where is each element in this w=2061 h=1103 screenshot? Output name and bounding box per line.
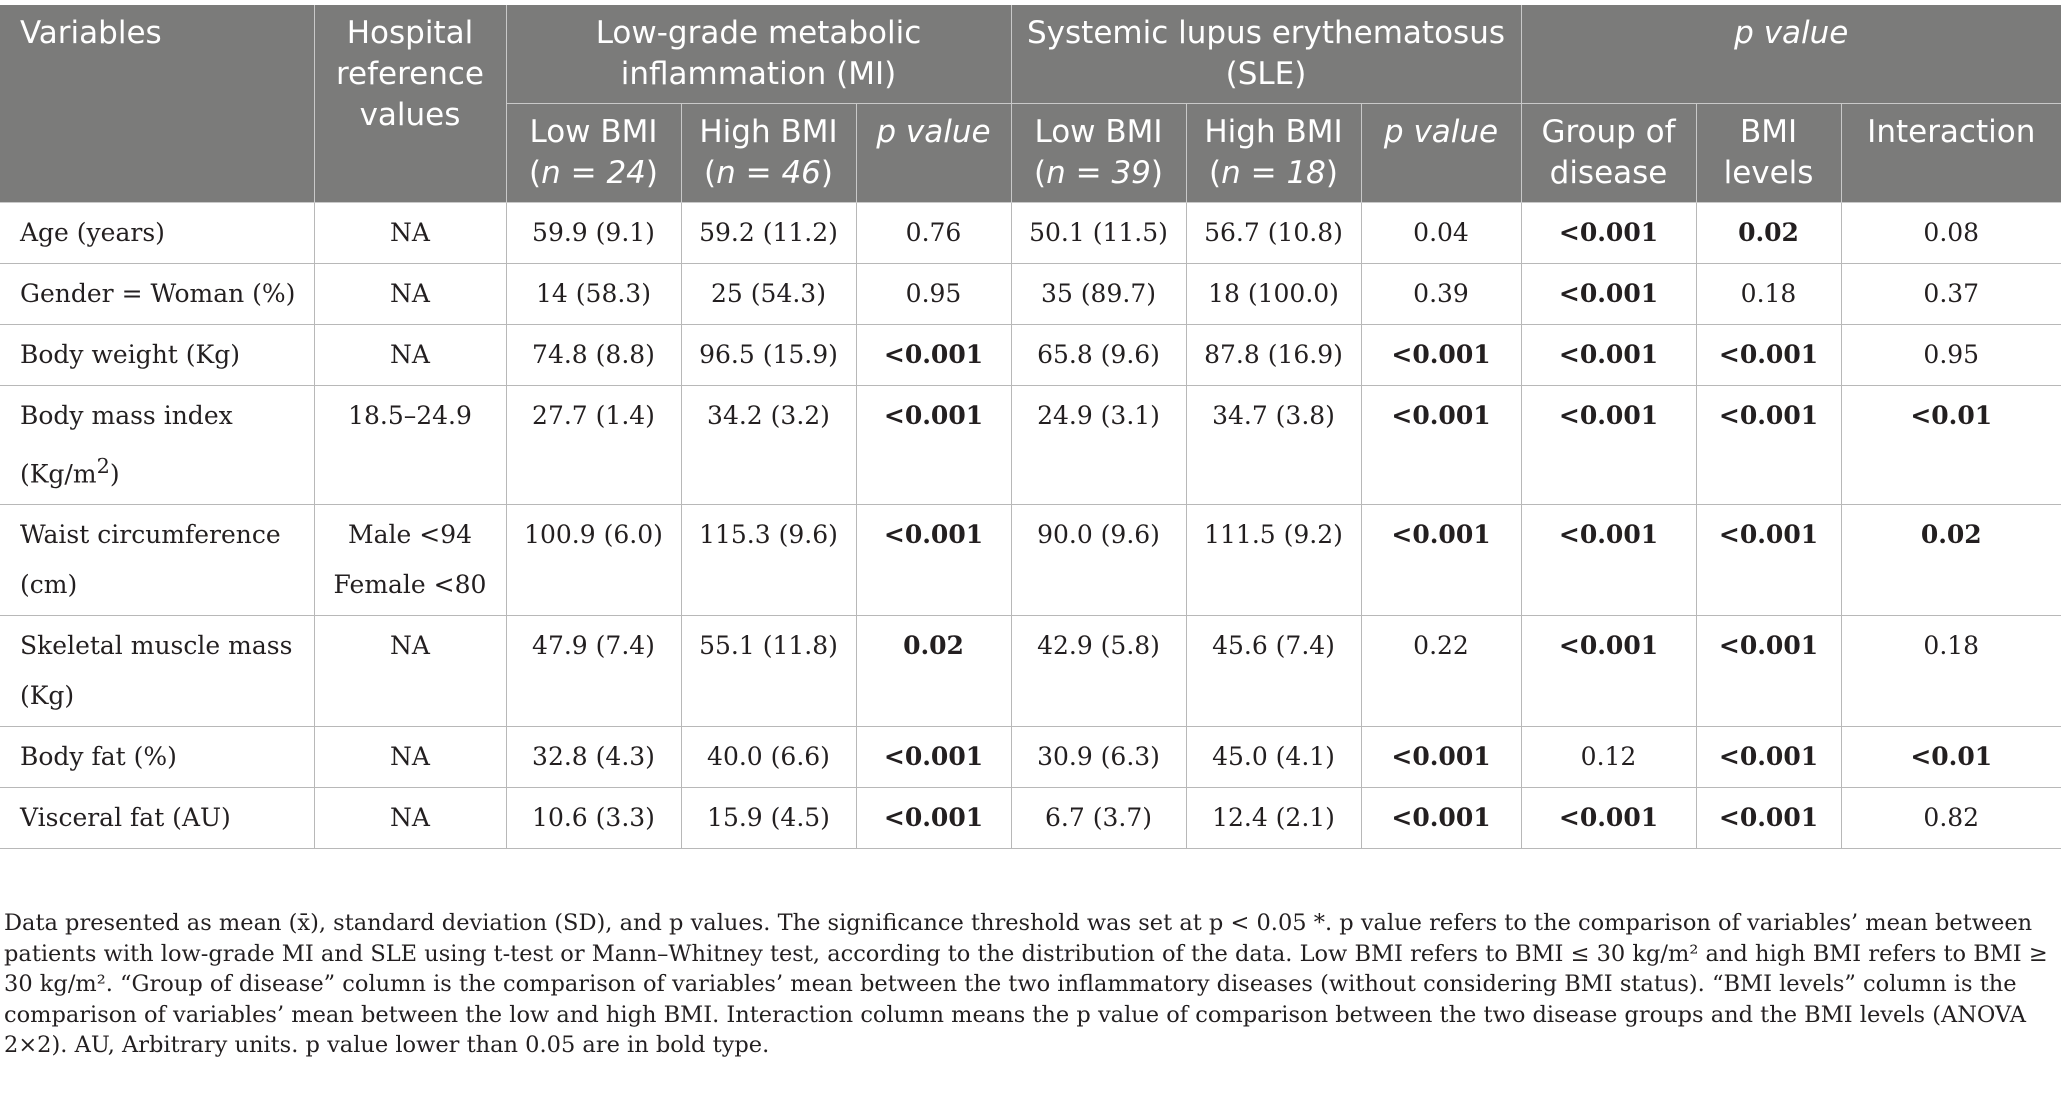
header-sle-group: Systemic lupus erythematosus (SLE) [1011,5,1521,104]
row-interaction-p: 0.82 [1841,788,2061,849]
row-sle-low: 90.0 (9.6) [1011,505,1186,616]
table-footnote: Data presented as mean (x̄), standard deviation (SD), and p values. The significance threshold was set at p < 0.05 *. p value refers to the comparison of variables’ mean between patients with low-grade MI and SLE using t-test or Mann–Whitney test, according to the distribution of the data. Low BMI refers to BMI ≤ 30 kg/m² and high BMI refers to BMI ≥ 30 kg/m². “Group of disease” column is the comparison of variables’ mean between the two inflammatory diseases (without considering BMI status). “BMI levels” column is the comparison of variables’ mean between the low and high BMI. Interaction column means the p value of comparison between the two disease groups and the BMI levels (ANOVA 2×2). AU, Arbitrary units. p value lower than 0.05 are in bold type. [4,910,2048,1059]
row-mi-high: 15.9 (4.5) [681,788,856,849]
row-bmi-p: <0.001 [1696,386,1841,505]
header-mi-high: High BMI (n = 46) [681,104,856,203]
row-mi-p: <0.001 [856,325,1011,386]
row-sle-low: 6.7 (3.7) [1011,788,1186,849]
header-sle-high: High BMI (n = 18) [1186,104,1361,203]
row-sle-high: 56.7 (10.8) [1186,203,1361,264]
row-sle-low: 42.9 (5.8) [1011,616,1186,727]
row-bmi-p: 0.18 [1696,264,1841,325]
header-interaction: Interaction [1841,104,2061,203]
row-variable: Waist circumference (cm) [0,505,314,616]
header-sle-low: Low BMI (n = 39) [1011,104,1186,203]
row-mi-p: 0.76 [856,203,1011,264]
row-sle-high: 12.4 (2.1) [1186,788,1361,849]
row-mi-p: 0.95 [856,264,1011,325]
row-mi-low: 47.9 (7.4) [506,616,681,727]
row-mi-p: <0.001 [856,505,1011,616]
row-group-p: <0.001 [1521,505,1696,616]
row-sle-p: 0.04 [1361,203,1521,264]
row-mi-p: <0.001 [856,727,1011,788]
row-mi-low: 59.9 (9.1) [506,203,681,264]
row-mi-low: 32.8 (4.3) [506,727,681,788]
row-group-p: <0.001 [1521,264,1696,325]
row-sle-high: 34.7 (3.8) [1186,386,1361,505]
header-reference: Hospital reference values [314,5,506,203]
row-group-p: <0.001 [1521,386,1696,505]
row-bmi-p: <0.001 [1696,505,1841,616]
row-mi-high: 25 (54.3) [681,264,856,325]
row-sle-p: <0.001 [1361,505,1521,616]
row-mi-high: 96.5 (15.9) [681,325,856,386]
row-bmi-p: <0.001 [1696,616,1841,727]
row-bmi-p: 0.02 [1696,203,1841,264]
row-group-p: <0.001 [1521,203,1696,264]
row-mi-high: 59.2 (11.2) [681,203,856,264]
row-reference: NA [314,325,506,386]
row-variable: Body mass index $(Kg/m^2)$ [0,386,314,505]
row-variable: Body fat (%) [0,727,314,788]
row-interaction-p: 0.02 [1841,505,2061,616]
row-mi-high: 34.2 (3.2) [681,386,856,505]
row-sle-p: 0.39 [1361,264,1521,325]
row-reference: NA [314,264,506,325]
header-group-disease: Group of disease [1521,104,1696,203]
table-row [0,325,2061,386]
row-mi-low: 74.8 (8.8) [506,325,681,386]
row-sle-low: 30.9 (6.3) [1011,727,1186,788]
header-mi-low: Low BMI (n = 24) [506,104,681,203]
row-bmi-p: <0.001 [1696,325,1841,386]
header-row-1 [0,5,2061,104]
header-mi-group: Low-grade metabolic inflammation (MI) [506,5,1011,104]
row-sle-p: 0.22 [1361,616,1521,727]
row-reference: NA [314,616,506,727]
row-interaction-p: 0.37 [1841,264,2061,325]
row-interaction-p: <0.01 [1841,386,2061,505]
row-mi-p: 0.02 [856,616,1011,727]
row-mi-p: <0.001 [856,386,1011,505]
row-mi-p: <0.001 [856,788,1011,849]
table-row [0,505,2061,616]
row-group-p: <0.001 [1521,616,1696,727]
row-sle-high: 45.0 (4.1) [1186,727,1361,788]
table-row [0,727,2061,788]
row-sle-p: <0.001 [1361,788,1521,849]
row-variable: Age (years) [0,203,314,264]
row-reference: NA [314,727,506,788]
row-interaction-p: 0.95 [1841,325,2061,386]
table-row [0,616,2061,727]
row-sle-p: <0.001 [1361,386,1521,505]
data-table [0,5,2061,849]
header-mi-p: p value [856,104,1011,203]
row-sle-p: <0.001 [1361,325,1521,386]
row-bmi-p: <0.001 [1696,727,1841,788]
row-sle-low: 35 (89.7) [1011,264,1186,325]
row-variable: Visceral fat (AU) [0,788,314,849]
row-variable: Skeletal muscle mass (Kg) [0,616,314,727]
row-variable: Gender = Woman (%) [0,264,314,325]
row-interaction-p: 0.08 [1841,203,2061,264]
row-mi-high: 55.1 (11.8) [681,616,856,727]
row-group-p: 0.12 [1521,727,1696,788]
row-variable: Body weight (Kg) [0,325,314,386]
row-sle-high: 87.8 (16.9) [1186,325,1361,386]
row-interaction-p: <0.01 [1841,727,2061,788]
row-sle-low: 50.1 (11.5) [1011,203,1186,264]
header-p-group: p value [1521,5,2061,104]
row-sle-high: 18 (100.0) [1186,264,1361,325]
row-mi-low: 14 (58.3) [506,264,681,325]
table-row [0,264,2061,325]
row-sle-low: 65.8 (9.6) [1011,325,1186,386]
table-row [0,203,2061,264]
row-mi-low: 10.6 (3.3) [506,788,681,849]
row-interaction-p: 0.18 [1841,616,2061,727]
row-reference: NA [314,788,506,849]
table-row [0,386,2061,505]
row-bmi-p: <0.001 [1696,788,1841,849]
row-reference: 18.5–24.9 [314,386,506,505]
row-group-p: <0.001 [1521,788,1696,849]
row-reference: Male <94 Female <80 [314,505,506,616]
row-sle-high: 45.6 (7.4) [1186,616,1361,727]
row-sle-low: 24.9 (3.1) [1011,386,1186,505]
row-mi-low: 100.9 (6.0) [506,505,681,616]
row-reference: NA [314,203,506,264]
header-bmi-levels: BMI levels [1696,104,1841,203]
row-mi-high: 40.0 (6.6) [681,727,856,788]
row-group-p: <0.001 [1521,325,1696,386]
row-mi-low: 27.7 (1.4) [506,386,681,505]
row-sle-high: 111.5 (9.2) [1186,505,1361,616]
header-sle-p: p value [1361,104,1521,203]
header-variables: Variables [0,5,314,203]
row-mi-high: 115.3 (9.6) [681,505,856,616]
row-sle-p: <0.001 [1361,727,1521,788]
table-row [0,788,2061,849]
